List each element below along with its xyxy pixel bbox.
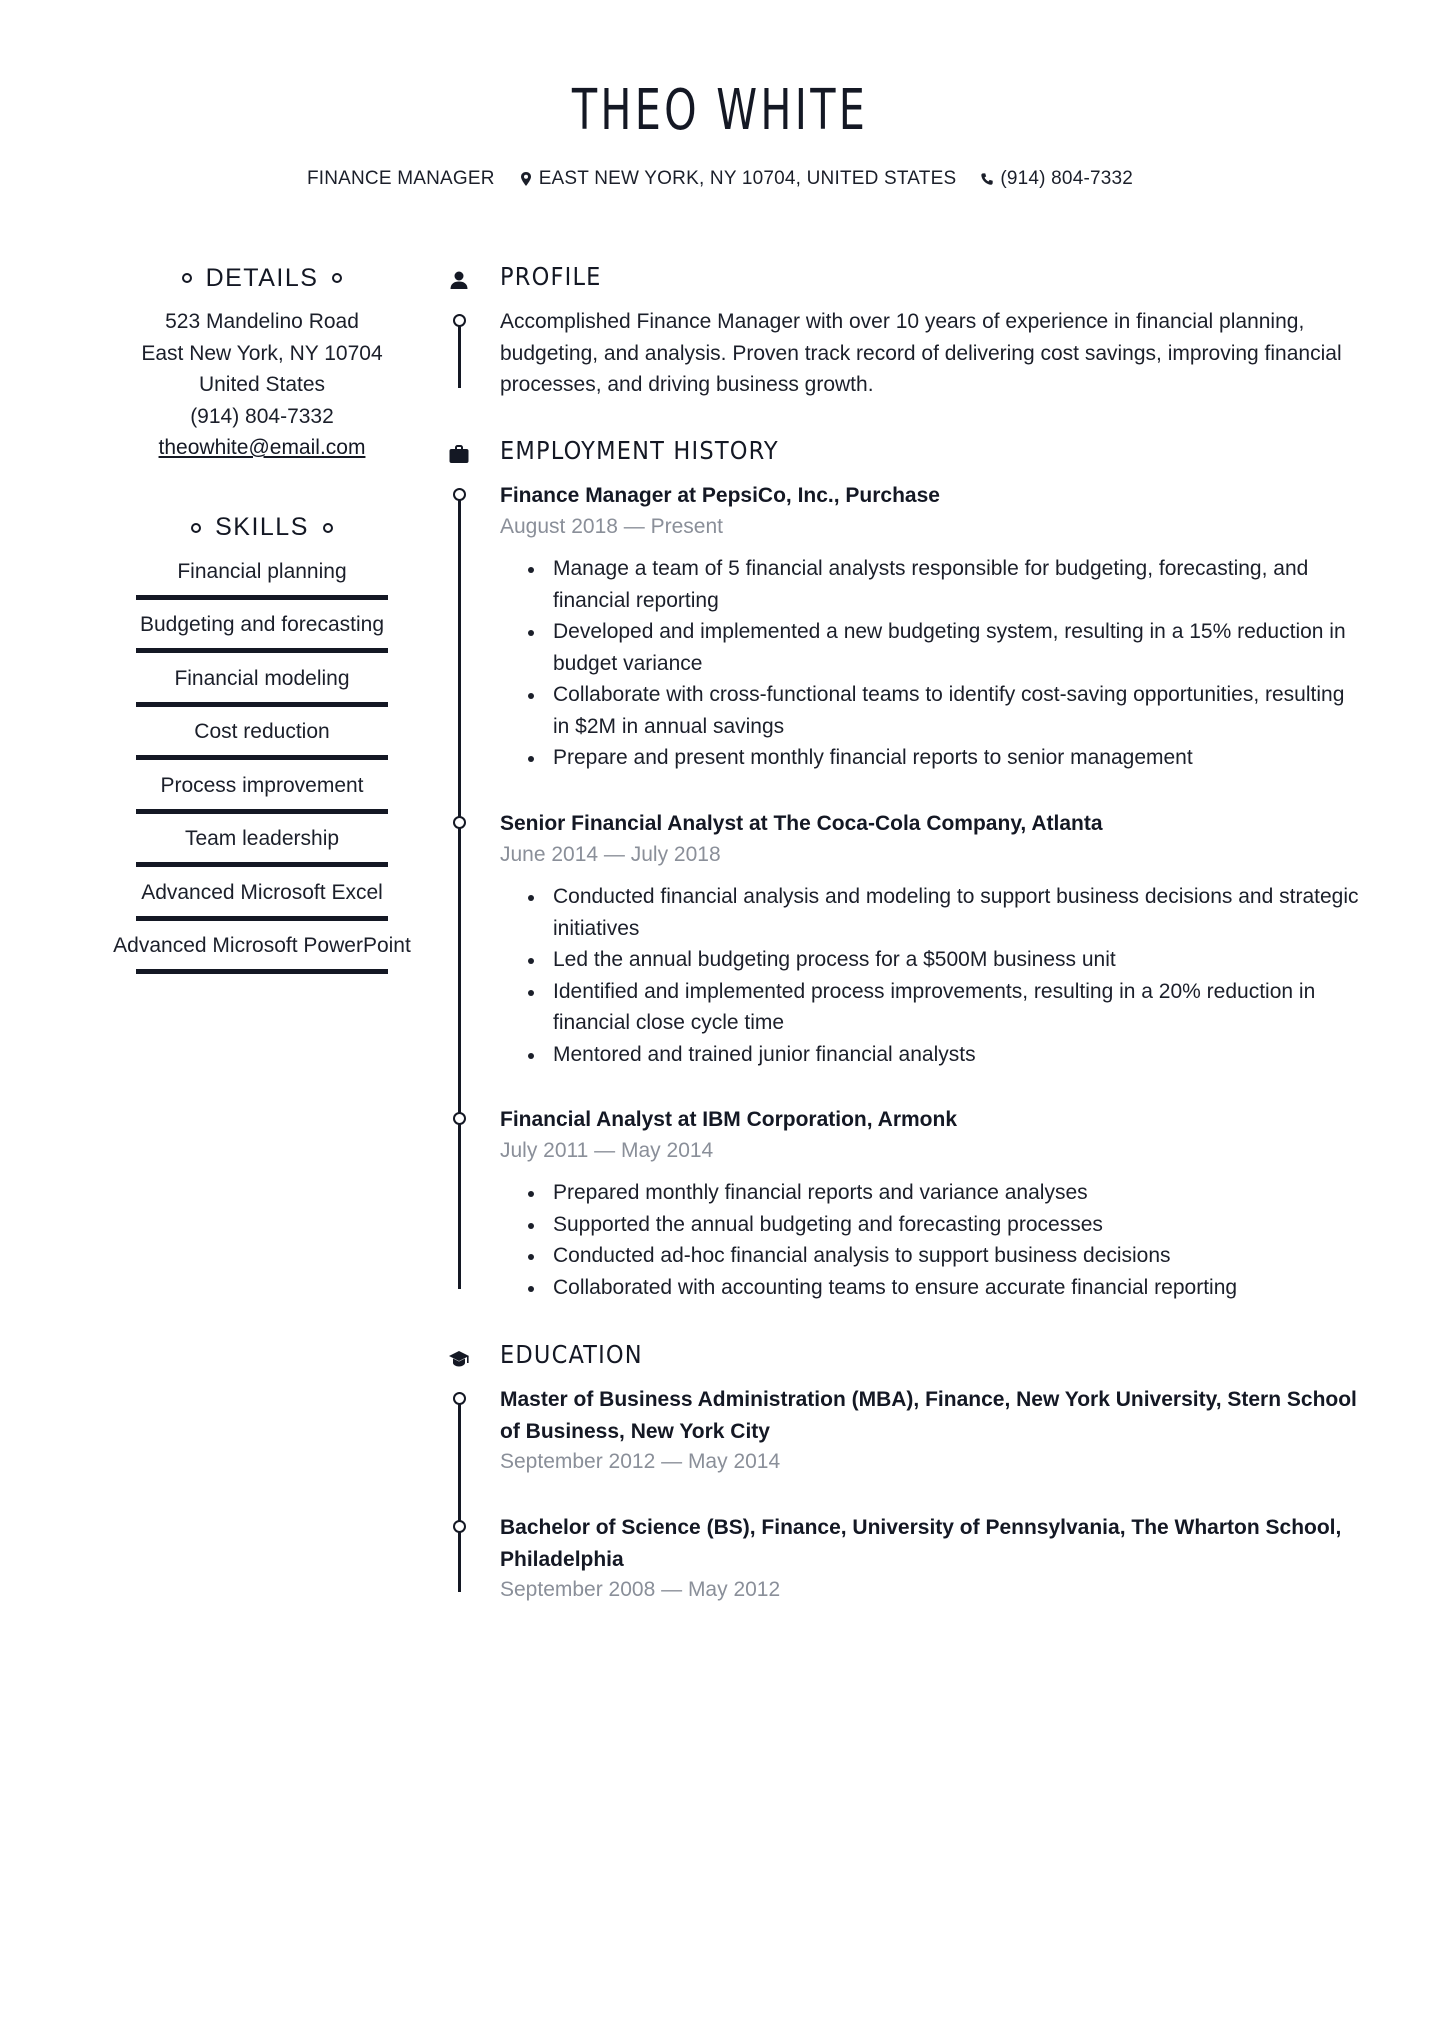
sidebar	[100, 260, 424, 982]
list-item: Developed and implemented a new budgeting system, resulting in a 15% reduction in budget variance	[500, 616, 1360, 679]
degree-heading: Master of Business Administration (MBA), Finance, New York University, Stern School of Business, New York City	[500, 1388, 1357, 1443]
phone-text: (914) 804-7332	[1000, 168, 1134, 189]
graduation-cap-icon	[448, 1348, 470, 1370]
skills-list	[100, 554, 424, 982]
education-heading: EDUCATION	[500, 1340, 643, 1369]
details-heading-text: DETAILS	[205, 263, 319, 292]
location-text: EAST NEW YORK, NY 10704, UNITED STATES	[538, 168, 957, 189]
skill-label: Team leadership	[184, 827, 340, 850]
job-heading: Senior Financial Analyst at The Coca-Cola Company, Atlanta	[500, 812, 1103, 835]
list-item: Supported the annual budgeting and forecasting processes	[500, 1209, 1360, 1241]
job-heading: Financial Analyst at IBM Corporation, Armonk	[500, 1108, 957, 1131]
ring-icon	[323, 523, 333, 533]
list-item: Collaborated with accounting teams to ensure accurate financial reporting	[500, 1272, 1360, 1304]
skill-bar	[136, 809, 388, 814]
skill-label: Advanced Microsoft PowerPoint	[113, 934, 411, 957]
list-item: Prepared monthly financial reports and variance analyses	[500, 1177, 1360, 1209]
job-heading: Finance Manager at PepsiCo, Inc., Purchase	[500, 484, 940, 507]
skill-label: Cost reduction	[194, 720, 330, 743]
skill-item	[100, 768, 424, 822]
skill-label: Budgeting and forecasting	[139, 613, 384, 636]
city-line: East New York, NY 10704	[141, 341, 383, 365]
skill-bar	[136, 595, 388, 600]
details-block	[100, 306, 424, 464]
ring-icon	[191, 523, 201, 533]
profile-heading: PROFILE	[500, 262, 602, 291]
timeline-line	[458, 326, 461, 388]
skill-bar	[136, 969, 388, 974]
phone	[980, 168, 1133, 190]
address-line: 523 Mandelino Road	[165, 310, 359, 333]
job-dates: August 2018 — Present	[500, 515, 723, 538]
list-item: Mentored and trained junior financial analysts	[500, 1039, 1360, 1071]
skill-label: Process improvement	[160, 773, 364, 797]
timeline-line	[458, 500, 461, 1289]
skill-item	[100, 554, 424, 608]
profile-summary: Accomplished Finance Manager with over 10 years of experience in financial planning, budgeting, and analysis. Proven track record of delivering cost savings, improving financial processes, and driving business growth.	[500, 310, 1342, 396]
job-bullets	[500, 553, 1360, 774]
header-subline	[0, 168, 1440, 190]
skill-label: Financial modeling	[174, 666, 350, 690]
skill-label: Financial planning	[177, 559, 347, 583]
skill-item	[100, 714, 424, 768]
skill-bar	[136, 916, 388, 921]
degree-dates: September 2008 — May 2012	[500, 1578, 781, 1601]
job-bullets	[500, 1177, 1360, 1303]
briefcase-icon	[448, 444, 470, 466]
skill-bar	[136, 755, 388, 760]
timeline-dot	[453, 1392, 466, 1405]
list-item: Identified and implemented process improvements, resulting in a 20% reduction in financial close cycle time	[500, 976, 1360, 1039]
skill-bar	[136, 702, 388, 707]
list-item: Manage a team of 5 financial analysts responsible for budgeting, forecasting, and financial reporting	[500, 553, 1360, 616]
ring-icon	[182, 273, 192, 283]
list-item: Led the annual budgeting process for a $500M business unit	[500, 944, 1360, 976]
country-line: United States	[198, 373, 326, 396]
email-link[interactable]: theowhite@email.com	[158, 436, 366, 459]
phone-line: (914) 804-7332	[190, 404, 334, 428]
skill-item	[100, 928, 424, 982]
job-dates: June 2014 — July 2018	[500, 843, 721, 866]
job-bullets	[500, 881, 1360, 1070]
job-title: FINANCE MANAGER	[306, 168, 495, 189]
degree-dates: September 2012 — May 2014	[500, 1450, 781, 1473]
list-item: Collaborate with cross-functional teams to identify cost-saving opportunities, resulting in $2M in annual savings	[500, 679, 1360, 742]
skills-heading-text: SKILLS	[215, 513, 309, 541]
ring-icon	[332, 273, 342, 283]
list-item: Conducted ad-hoc financial analysis to support business decisions	[500, 1240, 1360, 1272]
person-icon	[448, 269, 470, 291]
skills-heading	[100, 510, 424, 546]
list-item: Prepare and present monthly financial reports to senior management	[500, 742, 1360, 774]
phone-icon	[980, 171, 994, 187]
job-dates: July 2011 — May 2014	[500, 1139, 714, 1162]
details-heading	[100, 260, 424, 296]
skill-item	[100, 661, 424, 715]
skill-item	[100, 607, 424, 661]
timeline-dot	[453, 1520, 466, 1533]
candidate-name: THEO WHITE	[571, 78, 869, 143]
skill-item	[100, 821, 424, 875]
skill-bar	[136, 648, 388, 653]
degree-heading: Bachelor of Science (BS), Finance, University of Pennsylvania, The Wharton School, Philadelphia	[500, 1516, 1342, 1571]
timeline-dot	[453, 1112, 466, 1125]
location-pin-icon	[519, 171, 533, 187]
list-item: Conducted financial analysis and modeling to support business decisions and strategic initiatives	[500, 881, 1360, 944]
skill-label: Advanced Microsoft Excel	[141, 880, 383, 904]
skill-item	[100, 875, 424, 929]
timeline-line	[458, 1404, 461, 1592]
timeline-dot	[453, 816, 466, 829]
timeline-dot	[453, 488, 466, 501]
location	[519, 168, 957, 190]
skill-bar	[136, 862, 388, 867]
employment-heading: EMPLOYMENT HISTORY	[500, 436, 779, 465]
